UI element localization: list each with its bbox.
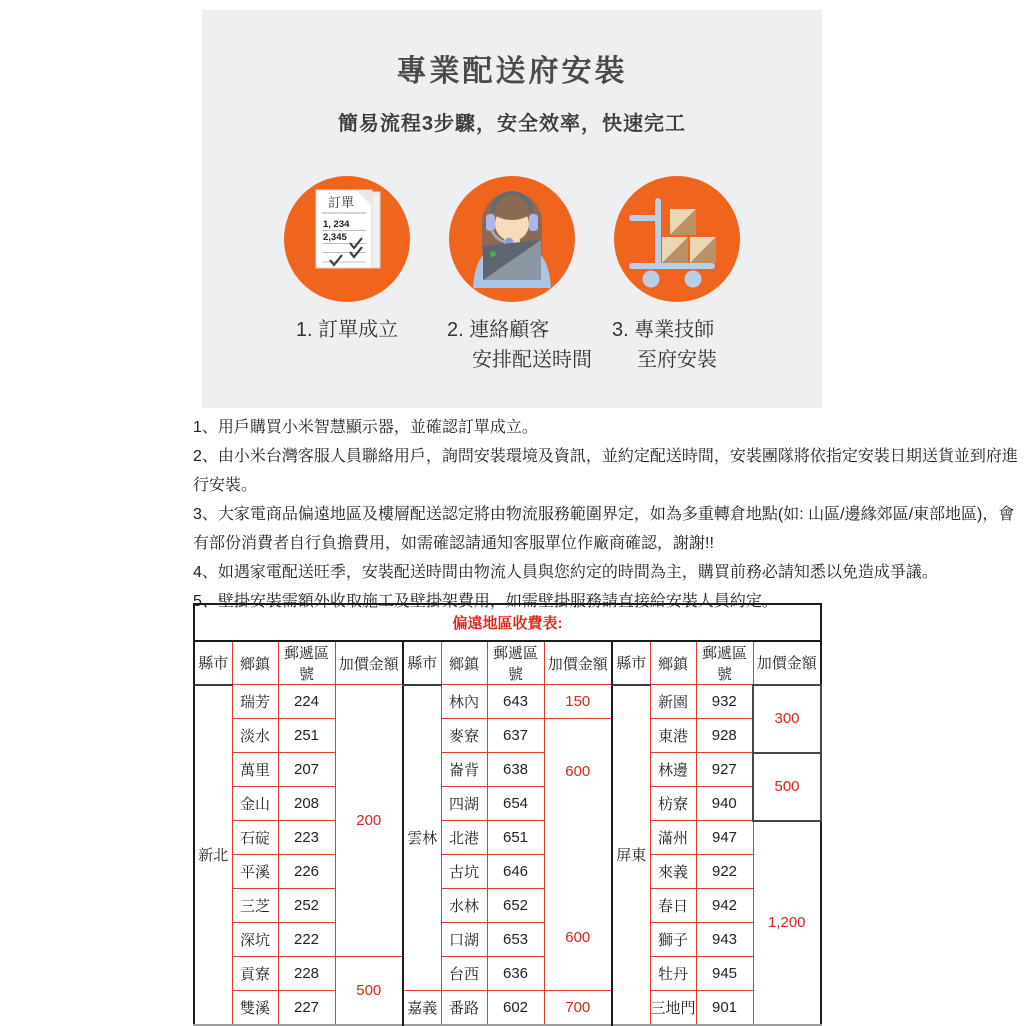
step-label-line2: 安排配送時間 (472, 349, 592, 371)
step-label (272, 315, 422, 345)
step-item-order (272, 176, 422, 375)
column-header: 鄉鎮 (232, 641, 278, 685)
fee-table (193, 603, 822, 1026)
table-title-row (194, 604, 821, 641)
fee-cell: 500 (753, 753, 821, 821)
column-header: 縣市 (403, 641, 441, 685)
order-document-icon (284, 176, 410, 302)
doc-title-text: 訂單 (327, 195, 355, 210)
zip-cell: 652 (487, 889, 544, 923)
town-cell: 平溪 (232, 855, 278, 889)
town-cell: 萬里 (232, 753, 278, 787)
column-header: 縣市 (612, 641, 650, 685)
step-label-line2: 至府安裝 (637, 349, 717, 371)
town-cell: 來義 (650, 855, 696, 889)
town-cell: 三芝 (232, 889, 278, 923)
fee-value: 600 (565, 762, 591, 780)
note-item: 2、由小米台灣客服人員聯絡用戶，詢問安裝環境及資訊，並約定配送時間，安裝團隊將依指定安裝日期送貨並到府進行安裝。 (193, 448, 1018, 494)
delivery-cart-icon (614, 176, 740, 302)
zip-cell: 922 (696, 855, 753, 889)
table-header-row (194, 641, 821, 685)
table-row (194, 957, 821, 991)
town-cell: 枋寮 (650, 787, 696, 821)
hero-panel (202, 10, 822, 408)
town-cell: 崙背 (441, 753, 487, 787)
zip-cell: 643 (487, 685, 544, 719)
customer-service-icon (449, 176, 575, 302)
zip-cell: 901 (696, 991, 753, 1026)
town-cell: 三地門 (650, 991, 696, 1026)
zip-cell: 227 (278, 991, 335, 1026)
steps-row (202, 176, 822, 375)
fee-cell: 300 (753, 685, 821, 753)
note-item: 5、壁掛安裝需額外收取施工及壁掛架費用，如需壁掛服務請直接給安裝人員約定。 (193, 593, 778, 610)
town-cell: 四湖 (441, 787, 487, 821)
fee-cell: 500 (335, 957, 403, 1026)
fee-cell (544, 719, 612, 991)
zip-cell: 932 (696, 685, 753, 719)
notes-section (193, 413, 1019, 616)
town-cell: 獅子 (650, 923, 696, 957)
zip-cell: 928 (696, 719, 753, 753)
zip-cell: 226 (278, 855, 335, 889)
note-item: 3、大家電商品偏遠地區及樓層配送認定將由物流服務範圍界定，如為多重轉倉地點(如: 山區/邊緣郊區/東部地區)，會有部份消費者自行負擔費用，如需確認請通知客服單位作廠商確認，謝謝!! (193, 506, 1015, 552)
table-row (194, 753, 821, 787)
zip-cell: 207 (278, 753, 335, 787)
county-cell: 屏東 (612, 685, 650, 1026)
step-circle (449, 176, 575, 302)
town-cell: 台西 (441, 957, 487, 991)
step-label-line1: 2. 連絡顧客 (447, 319, 550, 341)
page-title: 專業配送府安裝 (396, 55, 628, 88)
town-cell: 金山 (232, 787, 278, 821)
step-item-install (602, 176, 752, 375)
zip-cell: 208 (278, 787, 335, 821)
town-cell: 口湖 (441, 923, 487, 957)
zip-cell: 636 (487, 957, 544, 991)
town-cell: 瑞芳 (232, 685, 278, 719)
town-cell: 春日 (650, 889, 696, 923)
doc-amount-text: 2,345 (323, 232, 347, 243)
column-header: 加價金額 (335, 641, 403, 685)
town-cell: 麥寮 (441, 719, 487, 753)
page-subtitle: 簡易流程3步驟，安全效率，快速完工 (337, 113, 687, 135)
step-label (437, 315, 592, 375)
town-cell: 滿州 (650, 821, 696, 855)
column-header: 縣市 (194, 641, 232, 685)
zip-cell: 651 (487, 821, 544, 855)
zip-cell: 222 (278, 923, 335, 957)
zip-cell: 947 (696, 821, 753, 855)
fee-cell: 150 (544, 685, 612, 719)
table-row (194, 821, 821, 855)
town-cell: 林內 (441, 685, 487, 719)
zip-cell: 602 (487, 991, 544, 1026)
zip-cell: 637 (487, 719, 544, 753)
town-cell: 深坑 (232, 923, 278, 957)
zip-cell: 228 (278, 957, 335, 991)
county-cell: 雲林 (403, 685, 441, 991)
town-cell: 水林 (441, 889, 487, 923)
table-row (194, 889, 821, 923)
town-cell: 北港 (441, 821, 487, 855)
column-header: 鄉鎮 (650, 641, 696, 685)
county-cell: 嘉義 (403, 991, 441, 1026)
step-circle (284, 176, 410, 302)
note-item: 4、如遇家電配送旺季，安裝配送時間由物流人員與您約定的時間為主，購買前務必請知悉以免造成爭議。 (193, 564, 938, 581)
town-cell: 古坑 (441, 855, 487, 889)
fee-cell: 200 (335, 685, 403, 957)
town-cell: 東港 (650, 719, 696, 753)
zip-cell: 251 (278, 719, 335, 753)
zip-cell: 940 (696, 787, 753, 821)
town-cell: 番路 (441, 991, 487, 1026)
table-row (194, 855, 821, 889)
fee-cell: 700 (544, 991, 612, 1026)
step-label (602, 315, 752, 375)
table-row (194, 719, 821, 753)
column-header: 鄉鎮 (441, 641, 487, 685)
column-header: 加價金額 (753, 641, 821, 685)
doc-amount-text: 1, 234 (323, 219, 350, 230)
column-header: 郵遞區號 (487, 641, 544, 685)
town-cell: 新園 (650, 685, 696, 719)
column-header: 郵遞區號 (696, 641, 753, 685)
fee-cell: 1,200 (753, 821, 821, 1026)
step-label-line1: 1. 訂單成立 (295, 319, 399, 341)
column-header: 郵遞區號 (278, 641, 335, 685)
zip-cell: 653 (487, 923, 544, 957)
zip-cell: 927 (696, 753, 753, 787)
table-row (194, 923, 821, 957)
town-cell: 淡水 (232, 719, 278, 753)
town-cell: 石碇 (232, 821, 278, 855)
town-cell: 林邊 (650, 753, 696, 787)
fee-value: 600 (565, 928, 591, 946)
step-circle (614, 176, 740, 302)
table-row (194, 787, 821, 821)
note-item: 1、用戶購買小米智慧顯示器，並確認訂單成立。 (193, 419, 538, 436)
zip-cell: 252 (278, 889, 335, 923)
town-cell: 雙溪 (232, 991, 278, 1026)
table-row (194, 685, 821, 719)
zip-cell: 223 (278, 821, 335, 855)
zip-cell: 654 (487, 787, 544, 821)
county-cell: 新北 (194, 685, 232, 1026)
zip-cell: 943 (696, 923, 753, 957)
town-cell: 牡丹 (650, 957, 696, 991)
zip-cell: 224 (278, 685, 335, 719)
zip-cell: 942 (696, 889, 753, 923)
table-row (194, 991, 821, 1026)
table-title: 偏遠地區收費表: (194, 604, 821, 641)
column-header: 加價金額 (544, 641, 612, 685)
town-cell: 貢寮 (232, 957, 278, 991)
zip-cell: 945 (696, 957, 753, 991)
step-item-contact (437, 176, 592, 375)
zip-cell: 646 (487, 855, 544, 889)
zip-cell: 638 (487, 753, 544, 787)
step-label-line1: 3. 專業技師 (612, 319, 715, 341)
